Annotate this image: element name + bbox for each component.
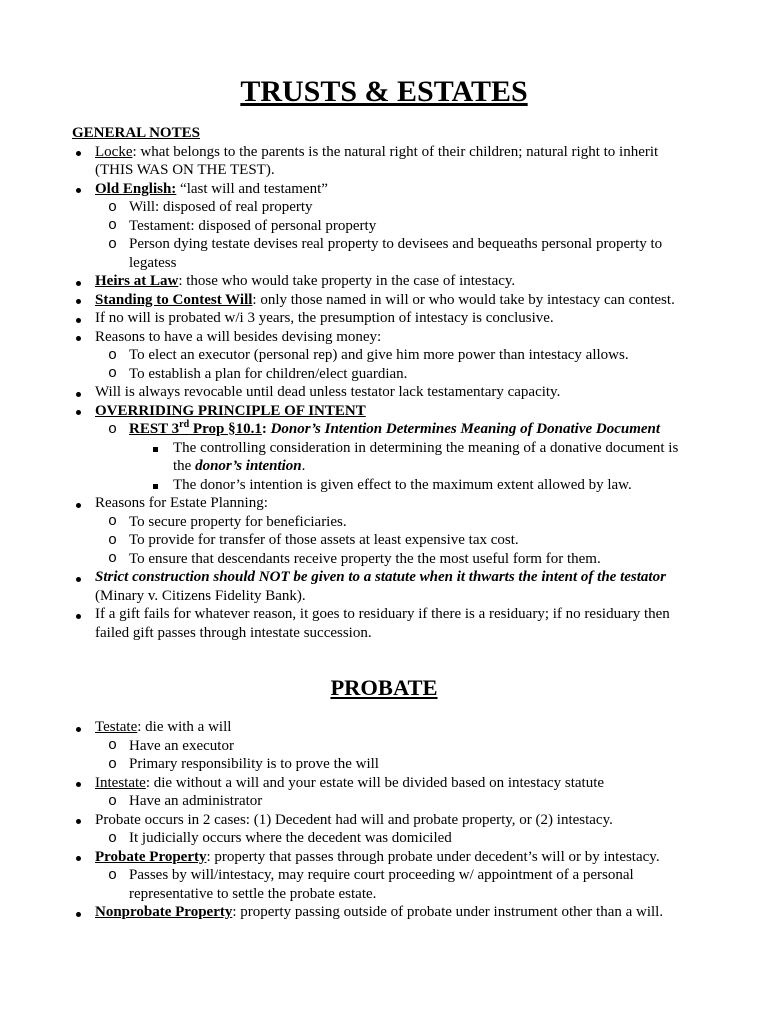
- citation-section: Prop §10.1: [189, 421, 262, 437]
- sub-sub-list: [129, 439, 692, 495]
- sub-list-item: o It judicially occurs where the decedent was domiciled: [95, 829, 692, 848]
- item-text: : only those named in will or who would take by intestacy can contest.: [252, 291, 675, 308]
- sub-list-item: o Passes by will/intestacy, may require court proceeding w/ appointment of a personal representative to settle the probate estate.: [95, 866, 692, 903]
- list-item: [72, 383, 692, 402]
- sub-list-item: o To provide for transfer of those assets at least expensive tax cost.: [95, 531, 692, 550]
- point-emphasis: donor’s intention: [195, 458, 302, 474]
- list-item: [72, 309, 692, 328]
- item-term: Probate Property: [95, 848, 207, 865]
- sub-sub-list-item: [129, 439, 692, 476]
- probate-section: [72, 718, 692, 922]
- probate-heading: PROBATE: [330, 675, 438, 700]
- list-item-nonprobate-property: [72, 903, 692, 922]
- list-item-intestate: [72, 774, 692, 811]
- list-item-probate-property: [72, 848, 692, 904]
- list-item-probate-occurs: [72, 811, 692, 848]
- sub-list-item: o Primary responsibility is to prove the will: [95, 755, 692, 774]
- citation: [129, 421, 262, 437]
- item-text: : what belongs to the parents is the natural right of their children; natural right to inherit (THIS WAS ON THE TEST).: [95, 143, 659, 178]
- list-item-testate: [72, 718, 692, 774]
- sub-list: [95, 513, 692, 569]
- citation-text: REST 3: [129, 421, 180, 437]
- item-text: If no will is probated w/i 3 years, the presumption of intestacy is conclusive.: [95, 310, 554, 326]
- sub-list: [95, 420, 692, 494]
- item-term: OVERRIDING PRINCIPLE OF INTENT: [95, 402, 366, 419]
- item-term: Testate: [95, 719, 138, 735]
- sub-list: [95, 198, 692, 272]
- point-end: .: [301, 458, 306, 474]
- general-notes-section: [72, 124, 692, 642]
- item-term: Old English:: [95, 180, 177, 197]
- list-item: [72, 605, 692, 642]
- item-text: : property passing outside of probate under instrument other than a will.: [232, 904, 664, 920]
- probate-list: [72, 718, 692, 922]
- item-text: : property that passes through probate under decedent’s will or by intestacy.: [206, 848, 660, 865]
- sub-list-item: o To ensure that descendants receive property the the most useful form for them.: [95, 550, 692, 569]
- item-text: : those who would take property in the case of intestacy.: [178, 273, 516, 289]
- list-item-standing: [72, 291, 692, 310]
- item-term: Nonprobate Property: [95, 904, 233, 920]
- sub-list-item: o Testament: disposed of personal property: [95, 217, 692, 236]
- item-term: Locke: [95, 143, 133, 160]
- list-item-locke: [72, 143, 692, 180]
- list-item-old-english: [72, 180, 692, 273]
- sub-list: [95, 792, 692, 811]
- list-item-estate-planning: [72, 494, 692, 568]
- sub-list-item: o To elect an executor (personal rep) and give him more power than intestacy allows.: [95, 346, 692, 365]
- item-emphasis: Strict construction should NOT be given to a statute when it thwarts the intent of the testator: [95, 569, 666, 585]
- general-notes-heading: GENERAL NOTES: [72, 125, 200, 141]
- item-term: Intestate: [95, 774, 146, 791]
- sub-list-item: o Have an administrator: [95, 792, 692, 811]
- item-text: (Minary v. Citizens Fidelity Bank).: [95, 587, 306, 604]
- item-text: “last will and testament”: [176, 180, 328, 197]
- sub-list-item: o Person dying testate devises real property to devisees and bequeaths personal property to legatess: [95, 235, 692, 272]
- item-text: Reasons to have a will besides devising money:: [95, 328, 382, 345]
- citation-separator: :: [261, 421, 271, 437]
- item-text: : die with a will: [137, 719, 232, 735]
- item-text: Probate occurs in 2 cases: (1) Decedent had will and probate property, or (2) intestacy.: [95, 811, 613, 828]
- sub-list-item: o To establish a plan for children/elect guardian.: [95, 365, 692, 384]
- point-text: The controlling consideration in determining the meaning of a donative document is the: [173, 439, 679, 474]
- citation-superscript: rd: [179, 419, 190, 430]
- item-text: Will is always revocable until dead unless testator lack testamentary capacity.: [95, 384, 561, 400]
- item-term: Standing to Contest Will: [95, 291, 253, 308]
- general-notes-list: [72, 143, 692, 643]
- item-text: : die without a will and your estate will be divided based on intestacy statute: [145, 774, 605, 791]
- sub-list: [95, 346, 692, 383]
- list-item-heirs-at-law: [72, 272, 692, 291]
- list-item-reasons-for-will: [72, 328, 692, 384]
- document-title: TRUSTS & ESTATES: [240, 75, 528, 108]
- sub-list-item: o To secure property for beneficiaries.: [95, 513, 692, 532]
- rule-title: Donor’s Intention Determines Meaning of Donative Document: [270, 421, 661, 437]
- sub-list-item-restatement: [95, 420, 692, 494]
- item-text: Reasons for Estate Planning:: [95, 495, 268, 511]
- list-item-principle-of-intent: [72, 402, 692, 495]
- sub-list-item: o Will: disposed of real property: [95, 198, 692, 217]
- sub-list: [95, 866, 692, 903]
- list-item-strict-construction: [72, 568, 692, 605]
- item-term: Heirs at Law: [95, 273, 179, 289]
- sub-list-item: o Have an executor: [95, 737, 692, 756]
- item-text: If a gift fails for whatever reason, it goes to residuary if there is a residuary; if no residuary then failed gift passes through intestate succession.: [95, 606, 670, 641]
- sub-list: [95, 829, 692, 848]
- sub-list: [95, 737, 692, 774]
- sub-sub-list-item: The donor’s intention is given effect to the maximum extent allowed by law.: [129, 476, 692, 495]
